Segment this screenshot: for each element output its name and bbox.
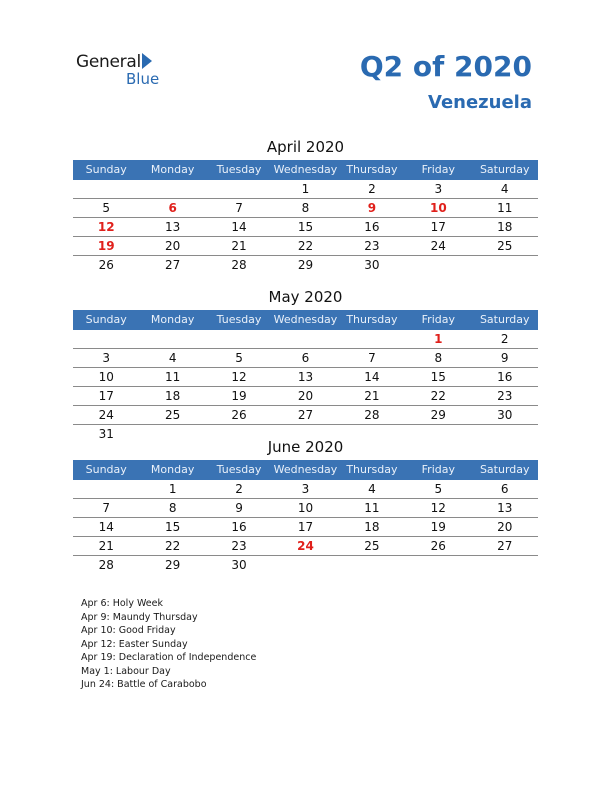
day-cell: 17 bbox=[430, 220, 446, 234]
day-cell: 11 bbox=[364, 501, 380, 515]
day-cell bbox=[73, 330, 139, 348]
day-cell: 13 bbox=[164, 220, 181, 234]
day-cell bbox=[472, 556, 538, 574]
week-row bbox=[73, 368, 538, 387]
day-cell: 14 bbox=[98, 520, 114, 534]
day-cell: 19 bbox=[231, 389, 247, 403]
week-row bbox=[73, 237, 538, 256]
day-cell: 9 bbox=[235, 501, 243, 515]
day-cell: 9 bbox=[500, 351, 509, 365]
day-cell: 20 bbox=[497, 520, 513, 534]
day-cell: 17 bbox=[297, 520, 314, 534]
day-cell: 26 bbox=[430, 539, 446, 553]
day-cell: 23 bbox=[364, 239, 380, 253]
day-cell: 28 bbox=[231, 258, 247, 272]
day-cell: 1 bbox=[434, 332, 443, 346]
day-cell: 6 bbox=[168, 201, 177, 215]
day-cell bbox=[405, 256, 471, 274]
week-row bbox=[73, 387, 538, 406]
day-cell: 3 bbox=[102, 351, 111, 365]
day-cell: 14 bbox=[231, 220, 247, 234]
weekday-label: Thursday bbox=[346, 463, 398, 476]
holiday-item: Apr 6: Holy Week bbox=[81, 598, 163, 609]
day-cell: 4 bbox=[368, 482, 376, 496]
week-row bbox=[73, 499, 538, 518]
day-cell: 7 bbox=[235, 201, 243, 215]
holiday-item: Apr 9: Maundy Thursday bbox=[81, 611, 198, 623]
day-cell: 8 bbox=[168, 501, 177, 515]
day-cell: 9 bbox=[367, 201, 377, 215]
day-cell bbox=[272, 556, 338, 574]
weekday-label: Saturday bbox=[479, 463, 530, 476]
day-cell: 3 bbox=[301, 482, 310, 496]
day-cell: 27 bbox=[497, 539, 513, 553]
day-cell: 10 bbox=[98, 370, 114, 384]
day-cell bbox=[206, 180, 272, 198]
brand-logo bbox=[76, 52, 160, 88]
day-cell: 10 bbox=[297, 501, 314, 515]
day-cell: 19 bbox=[430, 520, 446, 534]
day-cell: 15 bbox=[164, 520, 181, 534]
weekday-label: Wednesday bbox=[273, 313, 338, 326]
week-row bbox=[73, 199, 538, 218]
logo-blue-text: Blue bbox=[126, 70, 160, 88]
week-row bbox=[73, 518, 538, 537]
month-calendar bbox=[73, 286, 538, 443]
logo-triangle-icon bbox=[142, 53, 152, 69]
month-calendar bbox=[73, 436, 538, 574]
month-title: May 2020 bbox=[268, 288, 343, 306]
holiday-item: May 1: Labour Day bbox=[81, 665, 171, 677]
day-cell bbox=[405, 556, 471, 574]
weekday-label: Friday bbox=[421, 313, 455, 326]
weekday-label: Tuesday bbox=[216, 163, 262, 176]
weekday-label: Tuesday bbox=[216, 313, 262, 326]
day-cell: 1 bbox=[301, 182, 310, 196]
day-cell: 14 bbox=[364, 370, 380, 384]
day-cell bbox=[272, 330, 338, 348]
weekday-header bbox=[73, 160, 538, 180]
day-cell: 6 bbox=[301, 351, 310, 365]
week-row bbox=[73, 537, 538, 556]
day-cell: 24 bbox=[297, 539, 314, 553]
day-cell: 4 bbox=[500, 182, 509, 196]
weekday-label: Thursday bbox=[346, 313, 398, 326]
week-row bbox=[73, 349, 538, 368]
day-cell bbox=[472, 256, 538, 274]
day-cell: 16 bbox=[231, 520, 247, 534]
page-title: Q2 of 2020 bbox=[359, 50, 532, 83]
day-cell: 13 bbox=[297, 370, 314, 384]
holiday-item: Apr 10: Good Friday bbox=[81, 625, 176, 636]
week-row bbox=[73, 480, 538, 499]
weekday-label: Friday bbox=[421, 163, 455, 176]
day-cell: 29 bbox=[297, 258, 314, 272]
weekday-label: Saturday bbox=[479, 163, 530, 176]
week-row bbox=[73, 218, 538, 237]
day-cell: 12 bbox=[97, 220, 115, 234]
day-cell: 20 bbox=[297, 389, 314, 403]
day-cell: 2 bbox=[235, 482, 243, 496]
day-cell: 31 bbox=[98, 427, 114, 441]
day-cell: 5 bbox=[434, 482, 443, 496]
day-cell: 13 bbox=[497, 501, 513, 515]
weekday-label: Wednesday bbox=[273, 163, 338, 176]
logo-general-text: General bbox=[76, 52, 141, 72]
day-cell: 7 bbox=[368, 351, 376, 365]
day-cell: 29 bbox=[164, 558, 181, 572]
day-cell: 15 bbox=[430, 370, 446, 384]
day-cell: 30 bbox=[364, 258, 380, 272]
day-cell: 25 bbox=[164, 408, 181, 422]
holiday-item: Apr 19: Declaration of Independence bbox=[81, 652, 257, 663]
day-cell: 21 bbox=[98, 539, 114, 553]
day-cell: 20 bbox=[164, 239, 181, 253]
day-cell: 1 bbox=[168, 482, 177, 496]
day-cell: 5 bbox=[235, 351, 243, 365]
day-cell: 18 bbox=[364, 520, 380, 534]
month-title: June 2020 bbox=[267, 438, 344, 456]
day-cell bbox=[339, 330, 405, 348]
day-cell: 25 bbox=[497, 239, 513, 253]
day-cell: 12 bbox=[231, 370, 247, 384]
day-cell: 16 bbox=[364, 220, 380, 234]
day-cell: 2 bbox=[368, 182, 376, 196]
week-row bbox=[73, 180, 538, 199]
weekday-label: Sunday bbox=[85, 163, 127, 176]
day-cell: 6 bbox=[500, 482, 509, 496]
day-cell bbox=[73, 480, 139, 498]
weekday-header bbox=[73, 310, 538, 330]
day-cell: 27 bbox=[297, 408, 314, 422]
day-cell: 4 bbox=[168, 351, 177, 365]
holiday-list bbox=[81, 597, 256, 692]
day-cell: 23 bbox=[497, 389, 513, 403]
day-cell: 25 bbox=[364, 539, 380, 553]
day-cell: 26 bbox=[231, 408, 247, 422]
weekday-label: Tuesday bbox=[216, 463, 262, 476]
day-cell: 10 bbox=[429, 201, 447, 215]
day-cell: 28 bbox=[364, 408, 380, 422]
weekday-label: Monday bbox=[150, 163, 195, 176]
day-cell: 22 bbox=[297, 239, 314, 253]
day-cell bbox=[73, 180, 139, 198]
day-cell: 29 bbox=[430, 408, 446, 422]
weekday-label: Wednesday bbox=[273, 463, 338, 476]
day-cell bbox=[139, 330, 205, 348]
weekday-label: Friday bbox=[421, 463, 455, 476]
weekday-label: Monday bbox=[150, 313, 195, 326]
weekday-label: Thursday bbox=[346, 163, 398, 176]
day-cell: 15 bbox=[297, 220, 314, 234]
day-cell: 19 bbox=[97, 239, 115, 253]
day-cell: 30 bbox=[497, 408, 513, 422]
month-title: April 2020 bbox=[266, 138, 345, 156]
week-row bbox=[73, 330, 538, 349]
day-cell: 17 bbox=[98, 389, 114, 403]
day-cell: 21 bbox=[231, 239, 247, 253]
day-cell: 26 bbox=[98, 258, 114, 272]
day-cell: 11 bbox=[497, 201, 513, 215]
day-cell: 24 bbox=[430, 239, 446, 253]
day-cell: 16 bbox=[497, 370, 513, 384]
day-cell: 18 bbox=[497, 220, 513, 234]
week-row bbox=[73, 256, 538, 274]
weekday-label: Sunday bbox=[85, 313, 127, 326]
day-cell: 22 bbox=[164, 539, 181, 553]
holiday-item: Jun 24: Battle of Carabobo bbox=[81, 679, 207, 690]
country-subtitle: Venezuela bbox=[428, 92, 532, 113]
day-cell bbox=[139, 180, 205, 198]
day-cell: 24 bbox=[98, 408, 114, 422]
day-cell: 23 bbox=[231, 539, 247, 553]
day-cell: 30 bbox=[231, 558, 247, 572]
day-cell bbox=[339, 556, 405, 574]
day-cell bbox=[206, 330, 272, 348]
weekday-label: Sunday bbox=[85, 463, 127, 476]
weekday-header bbox=[73, 460, 538, 480]
day-cell: 5 bbox=[102, 201, 111, 215]
week-row bbox=[73, 556, 538, 574]
day-cell: 18 bbox=[164, 389, 181, 403]
day-cell: 12 bbox=[430, 501, 446, 515]
weekday-label: Saturday bbox=[479, 313, 530, 326]
day-cell: 28 bbox=[98, 558, 114, 572]
day-cell: 11 bbox=[164, 370, 181, 384]
holiday-item: Apr 12: Easter Sunday bbox=[81, 638, 188, 650]
week-row bbox=[73, 406, 538, 425]
day-cell: 7 bbox=[102, 501, 111, 515]
day-cell: 8 bbox=[434, 351, 443, 365]
day-cell: 3 bbox=[434, 182, 443, 196]
day-cell: 8 bbox=[301, 201, 310, 215]
day-cell: 27 bbox=[164, 258, 181, 272]
day-cell: 21 bbox=[364, 389, 380, 403]
day-cell: 2 bbox=[500, 332, 509, 346]
month-calendar bbox=[73, 136, 538, 274]
weekday-label: Monday bbox=[150, 463, 195, 476]
day-cell: 22 bbox=[430, 389, 446, 403]
